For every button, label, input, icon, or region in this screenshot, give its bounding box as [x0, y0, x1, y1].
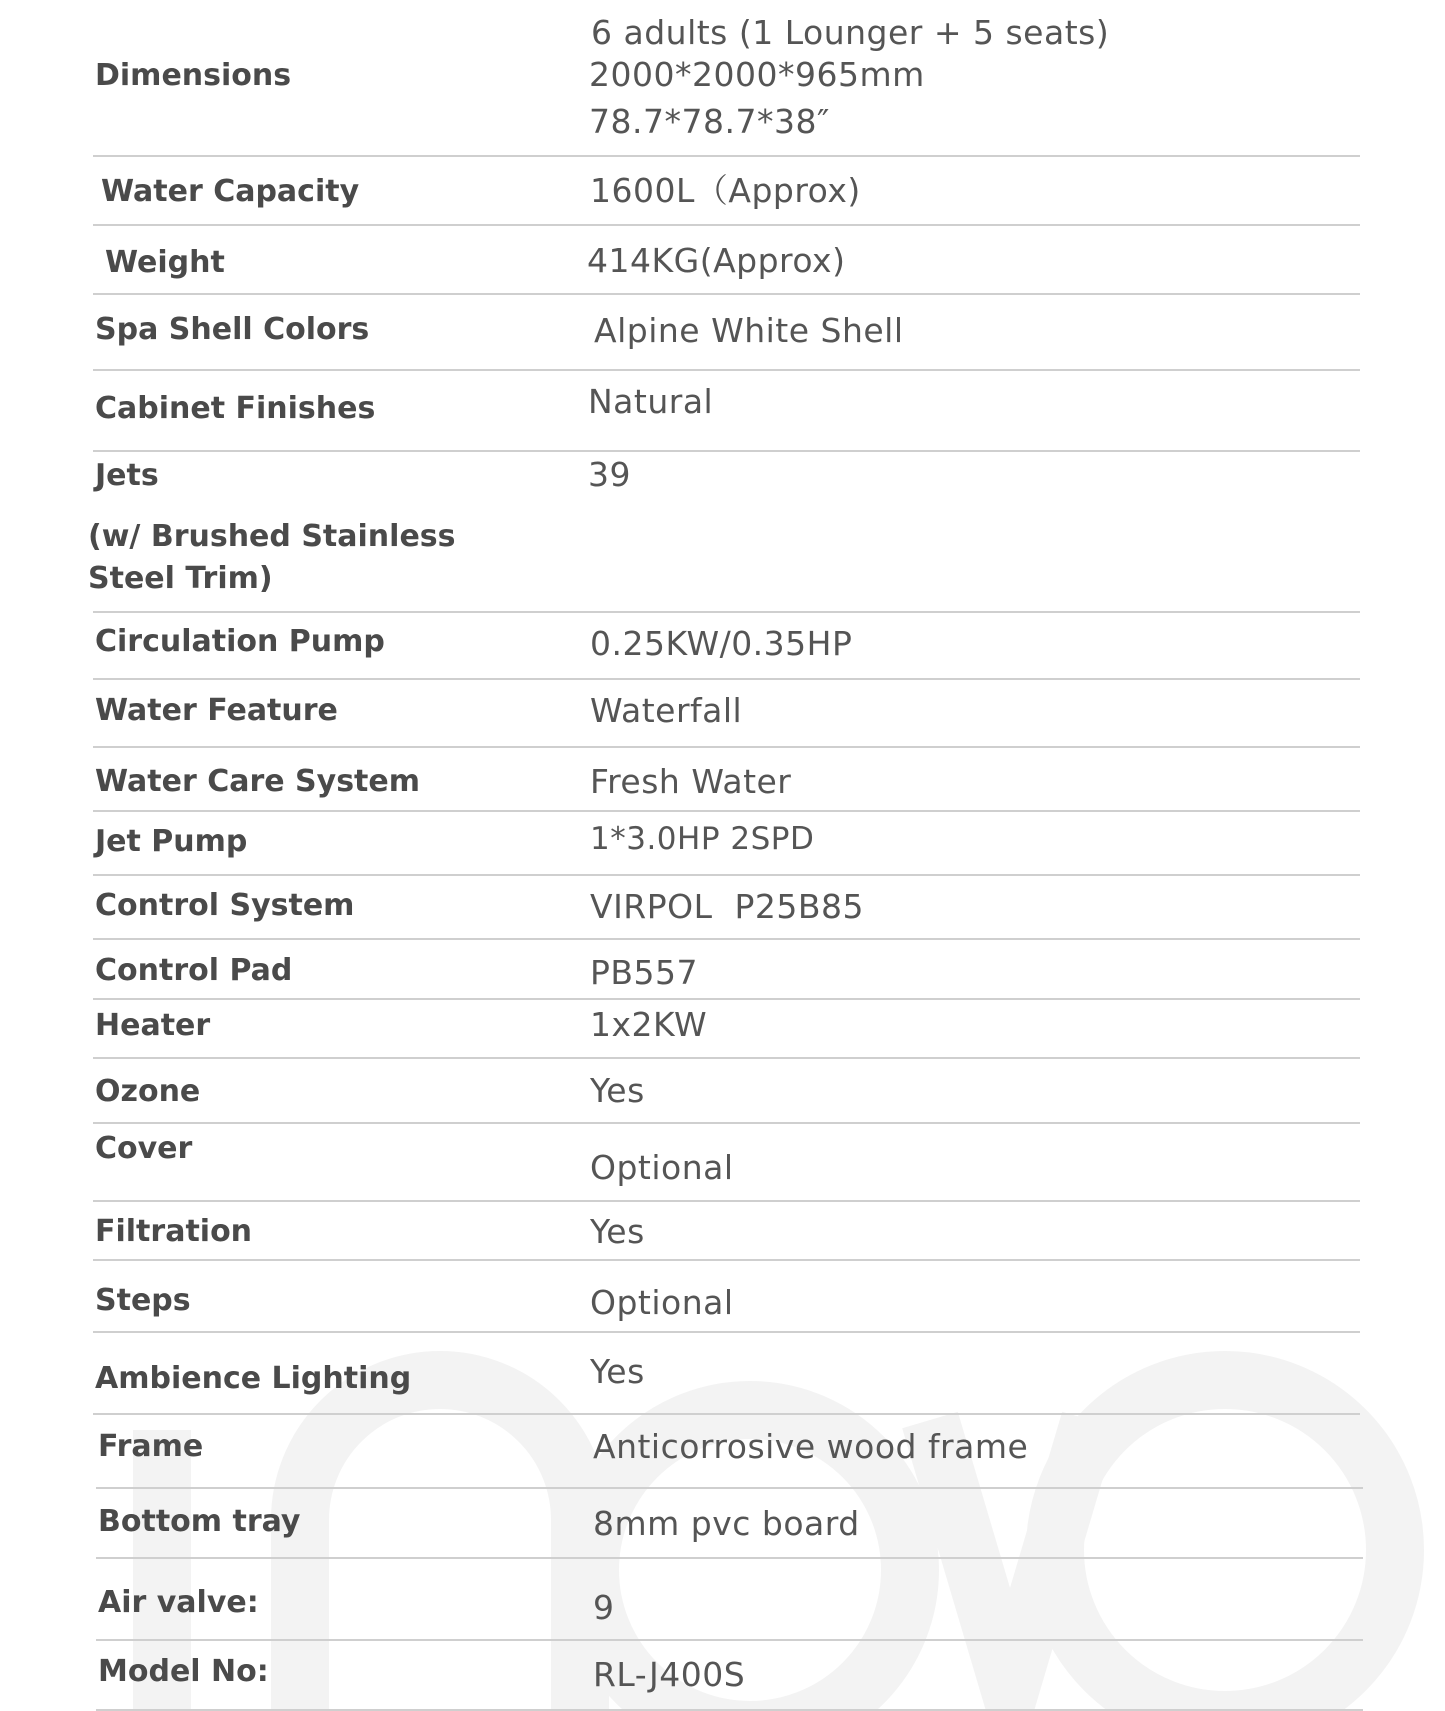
spec-value: 78.7*78.7*38″: [589, 102, 830, 141]
spec-value: 414KG(Approx): [587, 241, 846, 280]
spec-row-water-capacity: [93, 157, 1360, 226]
spec-value: PB557: [590, 953, 699, 992]
spec-label: Ozone: [95, 1074, 201, 1109]
spec-label: Weight: [105, 245, 225, 280]
spec-row-ozone: [93, 1059, 1360, 1124]
spec-row-water-feature: [93, 680, 1360, 748]
spec-row-jet-pump: [93, 812, 1360, 876]
spec-sublabel: Steel Trim): [88, 561, 273, 596]
spec-value: 39: [588, 455, 631, 494]
spec-value: VIRPOL P25B85: [590, 887, 864, 926]
spec-label: Spa Shell Colors: [95, 312, 370, 347]
spec-label: Control Pad: [95, 953, 293, 988]
spec-row-air-valve: [96, 1559, 1363, 1641]
spec-value: 1x2KW: [590, 1005, 708, 1044]
spec-value: 0.25KW/0.35HP: [590, 624, 853, 663]
spec-value: Alpine White Shell: [594, 311, 904, 350]
spec-label: Steps: [95, 1283, 191, 1318]
spec-label: Circulation Pump: [95, 624, 385, 659]
spec-label: Heater: [95, 1008, 211, 1043]
spec-value: Anticorrosive wood frame: [593, 1427, 1029, 1466]
spec-row-weight: [93, 226, 1360, 295]
spec-row-steps: [93, 1261, 1360, 1333]
spec-value: Yes: [590, 1071, 645, 1110]
spec-value: 9: [593, 1588, 615, 1627]
spec-value: 2000*2000*965mm: [589, 55, 925, 94]
spec-value: Optional: [590, 1283, 734, 1322]
spec-value: 1*3.0HP 2SPD: [590, 821, 815, 857]
spec-row-control-system: [93, 876, 1360, 940]
spec-value: Yes: [590, 1212, 645, 1251]
spec-label: Cover: [95, 1131, 193, 1166]
spec-value: Waterfall: [590, 691, 743, 730]
spec-sublabel: (w/ Brushed Stainless: [88, 519, 456, 554]
spec-value: Yes: [590, 1352, 645, 1391]
spec-value: Fresh Water: [590, 762, 792, 801]
spec-label: Control System: [95, 888, 355, 923]
spec-row-jets: [88, 452, 1360, 613]
spec-value: 8mm pvc board: [593, 1504, 860, 1543]
spec-label: Water Feature: [95, 693, 338, 728]
spec-label: Ambience Lighting: [95, 1361, 412, 1396]
spec-label: Model No:: [98, 1654, 269, 1689]
spec-row-model-no: [96, 1641, 1363, 1711]
spec-value: RL-J400S: [593, 1655, 746, 1694]
spec-row-frame: [96, 1415, 1363, 1489]
spec-row-ambience-lighting: [93, 1333, 1360, 1415]
spec-row-bottom-tray: [96, 1489, 1363, 1559]
spec-label: Dimensions: [95, 58, 292, 93]
spec-value: Optional: [590, 1148, 734, 1187]
spec-row-circulation-pump: [93, 613, 1360, 680]
spec-label: Water Capacity: [101, 174, 360, 209]
spec-label: Bottom tray: [98, 1504, 301, 1539]
spec-row-dimensions: [93, 0, 1360, 157]
spec-label: Jets: [95, 458, 159, 493]
spec-label: Water Care System: [95, 764, 421, 799]
spec-label: Jet Pump: [95, 824, 248, 859]
spec-label: Cabinet Finishes: [95, 391, 376, 426]
spec-value: 6 adults (1 Lounger + 5 seats): [591, 13, 1110, 52]
spec-label: Air valve:: [98, 1585, 259, 1620]
spec-row-heater: [93, 1000, 1360, 1059]
spec-row-control-pad: [93, 940, 1360, 1000]
spec-label: Filtration: [95, 1214, 253, 1249]
spec-row-water-care-system: [93, 748, 1360, 812]
spec-value: Natural: [588, 382, 714, 421]
spec-row-spa-shell-colors: [93, 295, 1360, 371]
spec-row-cover: [93, 1124, 1360, 1202]
spec-row-cabinet-finishes: [93, 371, 1360, 452]
spec-value: 1600L（Approx): [590, 171, 861, 210]
spec-row-filtration: [93, 1202, 1360, 1261]
spec-label: Frame: [98, 1429, 204, 1464]
